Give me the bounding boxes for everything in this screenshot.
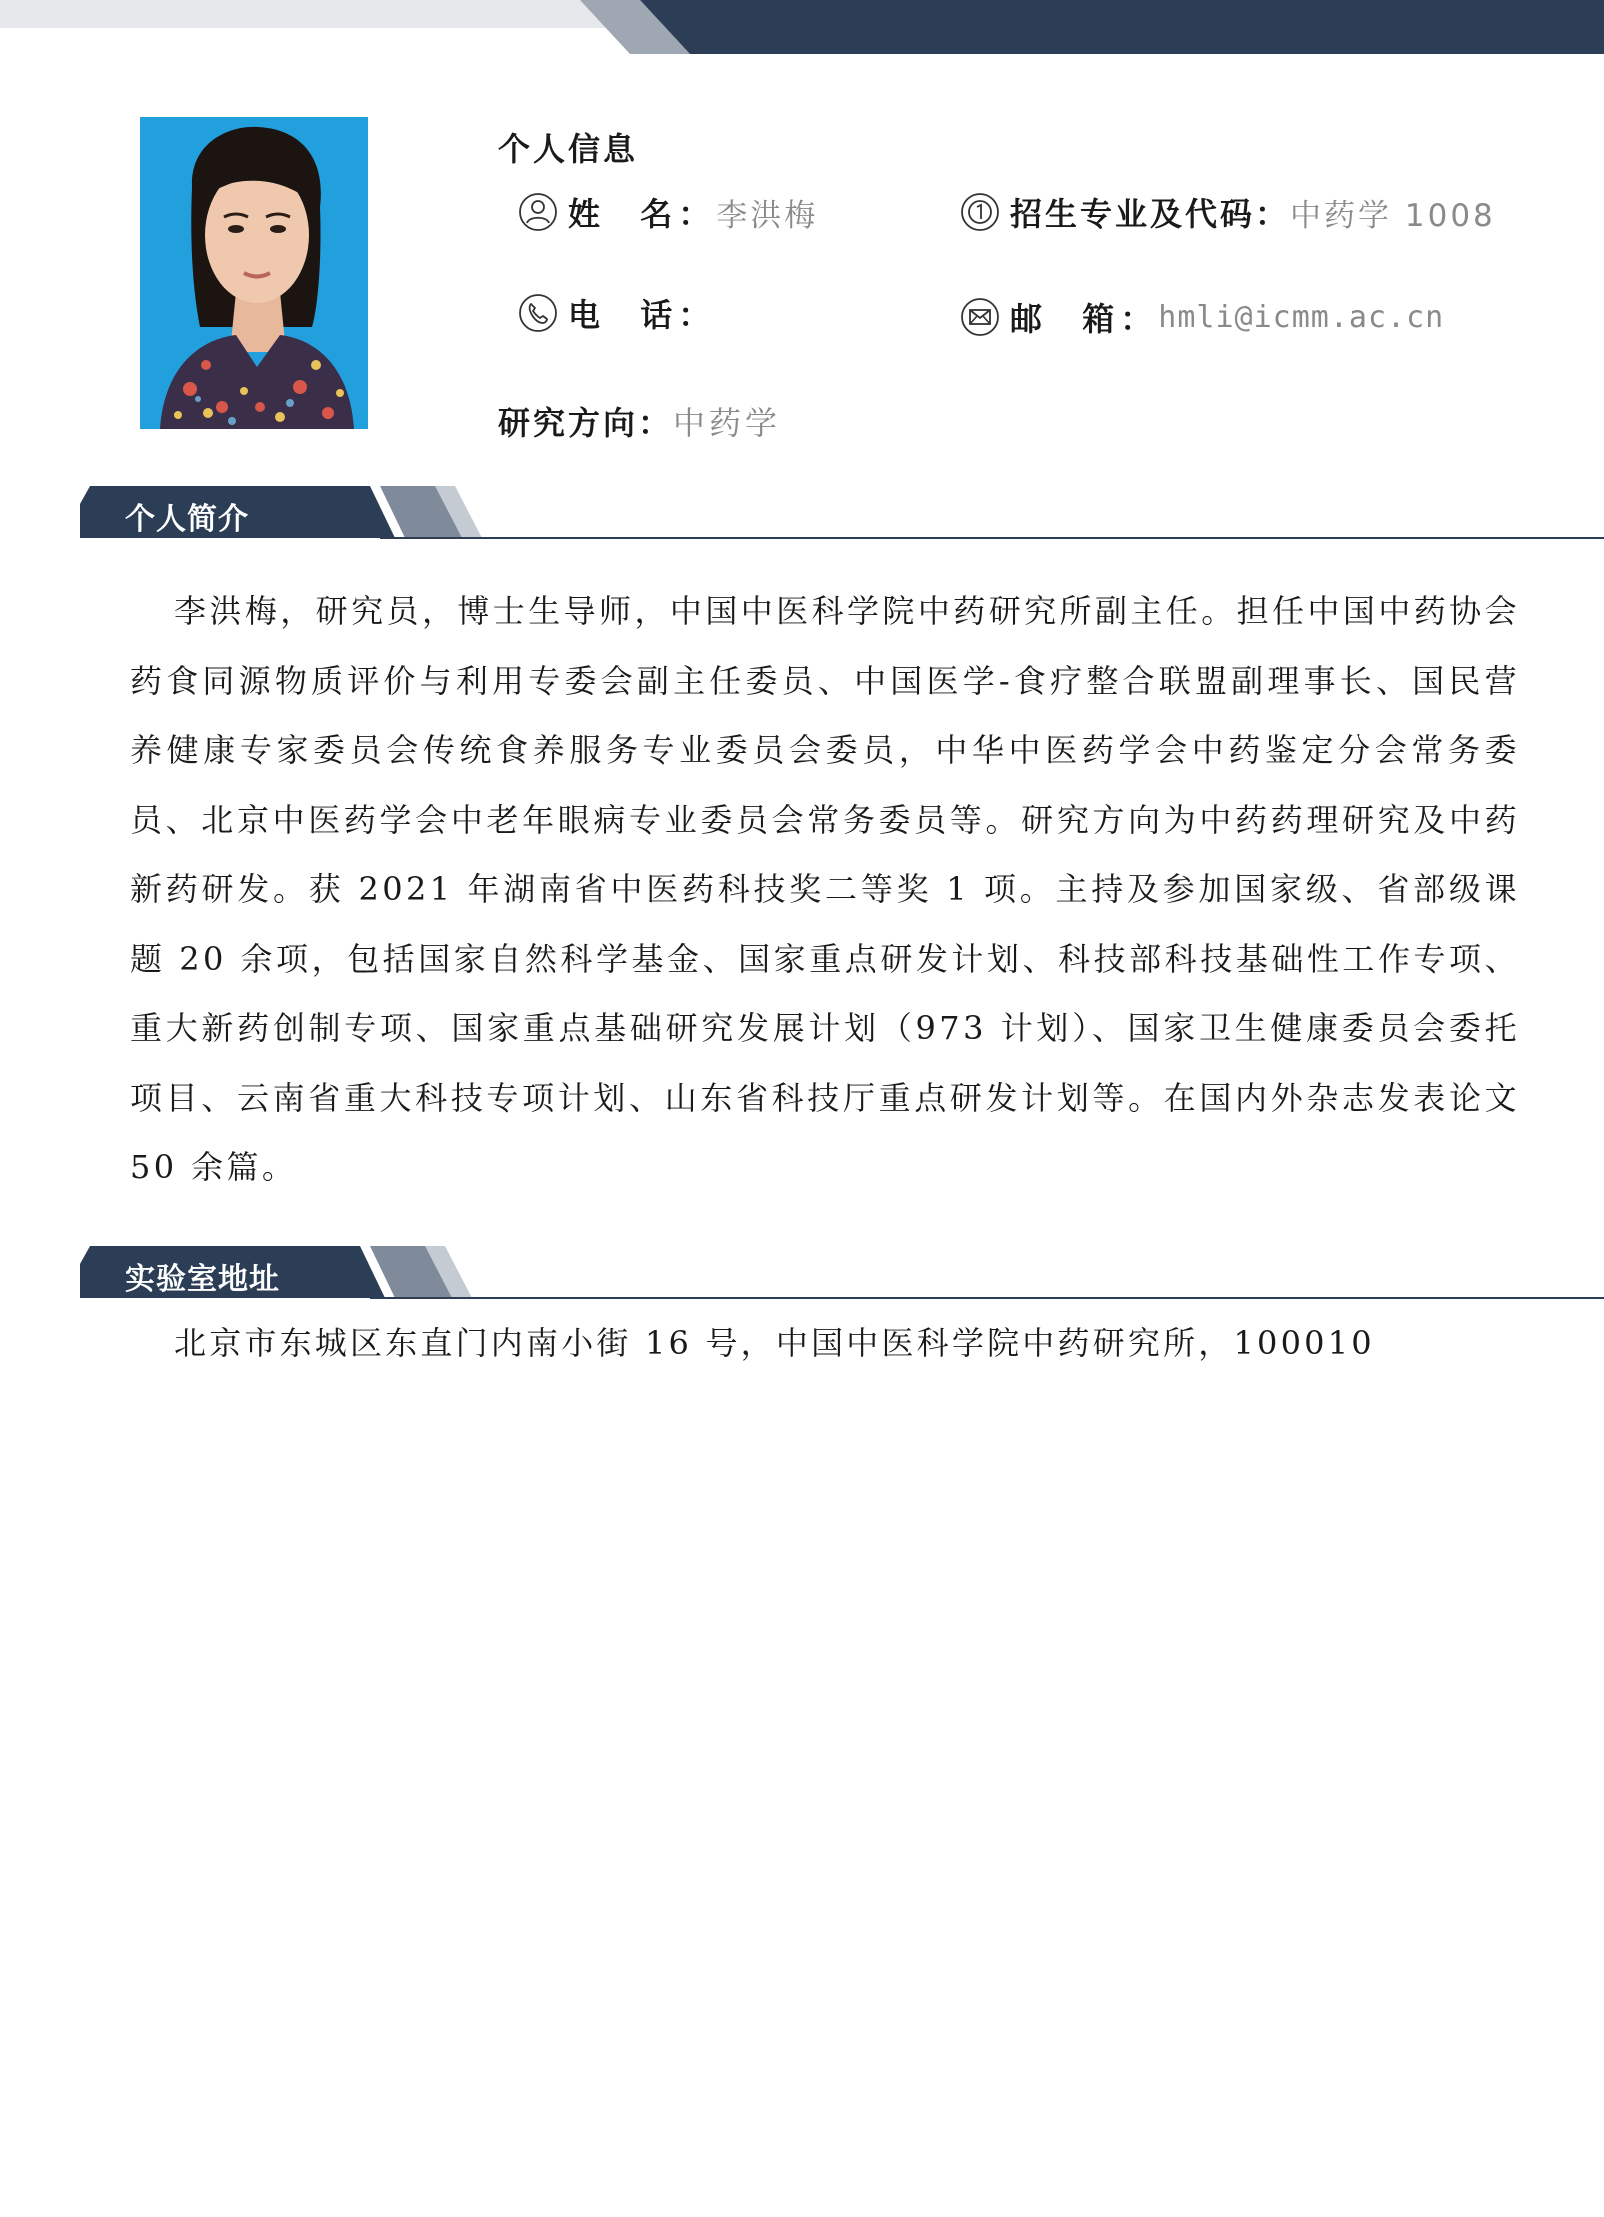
name-label: 姓 名：: [568, 195, 717, 233]
top-banner: [0, 0, 1604, 54]
phone-icon: [518, 293, 558, 333]
major-label: 招生专业及代码：: [1010, 195, 1291, 233]
lab-address: 北京市东城区东直门内南小街 16 号，中国中医科学院中药研究所，100010: [174, 1324, 1375, 1362]
badge-icon: [960, 192, 1000, 232]
name-value: 李洪梅: [716, 197, 819, 234]
intro-section-header: [80, 482, 1604, 542]
name-row: [518, 188, 818, 236]
major-row: [960, 188, 1496, 236]
phone-row: [518, 289, 716, 337]
major-value: 中药学 1008: [1290, 197, 1496, 234]
info-section-title: 个人信息: [498, 130, 639, 168]
mail-icon: [960, 297, 1000, 337]
email-row: [960, 293, 1444, 341]
email-label: 邮 箱：: [1010, 300, 1159, 338]
research-value: 中药学: [673, 404, 782, 442]
profile-photo: [140, 117, 368, 429]
lab-section-header: [80, 1242, 1604, 1302]
research-label: 研究方向：: [498, 404, 674, 442]
intro-section-title: 个人简介: [125, 502, 249, 537]
lab-section-title: 实验室地址: [125, 1262, 280, 1297]
phone-label: 电 话：: [568, 296, 717, 334]
intro-text: 李洪梅，研究员，博士生导师，中国中医科学院中药研究所副主任。担任中国中药协会药食同源物质评价与利用专委会副主任委员、中国医学-食疗整合联盟副理事长、国民营养健康专家委员会传统食养服务专业委员会委员，中华中医药学会中药鉴定分会常务委员、北京中医药学会中老年眼病专业委员会常务委员等。研究方向为中药药理研究及中药新药研发。获 2021 年湖南省中医药科技奖二等奖 1 项。主持及参加国家级、省部级课题 20 余项，包括国家自然科学基金、国家重点研发计划、科技部科技基础性工作专项、重大新药创制专项、国家重点基础研究发展计划（973 计划）、国家卫生健康委员会委托项目、云南省重大科技专项计划、山东省科技厅重点研发计划等。在国内外杂志发表论文 50 余篇。: [130, 592, 1520, 1186]
user-icon: [518, 192, 558, 232]
research-direction: [498, 398, 781, 444]
email-value: hmli@icmm.ac.cn: [1158, 299, 1445, 335]
